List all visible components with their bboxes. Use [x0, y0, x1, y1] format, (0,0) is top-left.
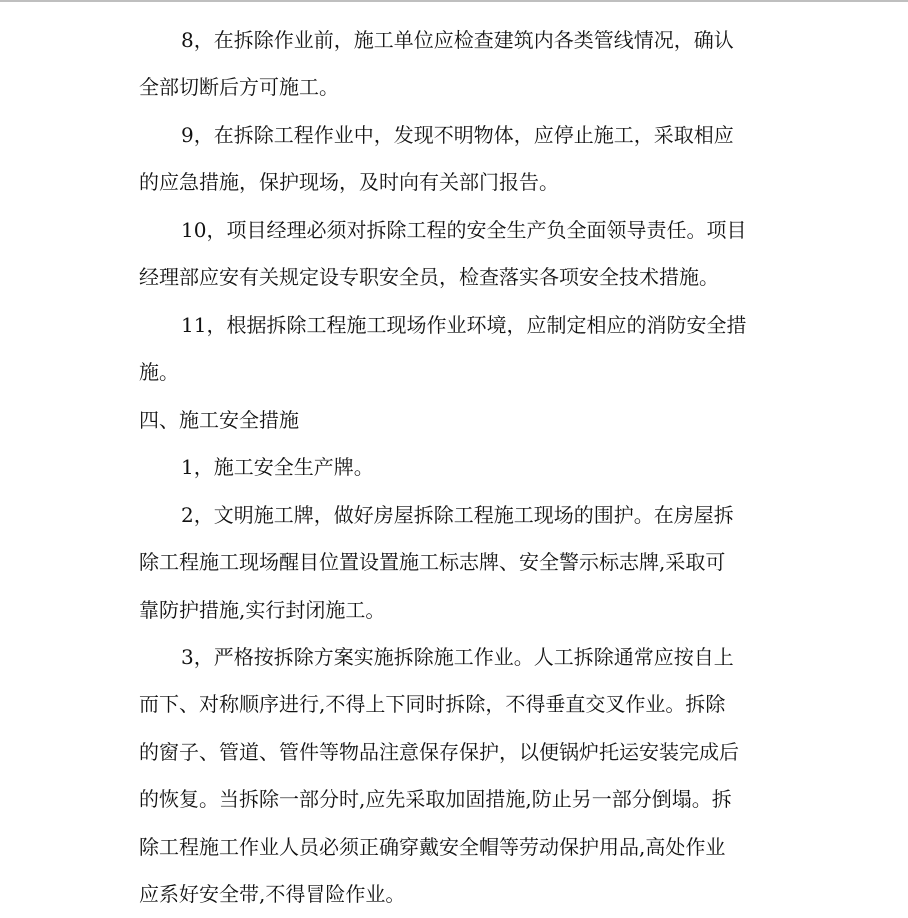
- text-line: 2，文明施工牌，做好房屋拆除工程施工现场的围护。在房屋拆: [181, 503, 734, 527]
- text-line: 施。: [139, 360, 179, 385]
- section-heading: [139, 397, 779, 444]
- text-line: 而下、对称顺序进行,不得上下同时拆除，不得垂直交叉作业。拆除: [139, 692, 726, 717]
- text-line: 靠防护措施,实行封闭施工。: [139, 597, 386, 622]
- paragraph-item-11: [139, 302, 779, 397]
- text-line: 1，施工安全生产牌。: [181, 455, 374, 479]
- text-line: 的窗子、管道、管件等物品注意保存保护，以便锅炉托运安装完成后: [139, 739, 739, 764]
- paragraph-measure-3: [139, 634, 779, 918]
- text-line: 的应急措施，保护现场，及时向有关部门报告。: [139, 170, 559, 195]
- text-line: 9，在拆除工程作业中，发现不明物体，应停止施工，采取相应: [181, 123, 734, 147]
- paragraph-measure-1: [139, 444, 779, 491]
- text-line: 除工程施工现场醒目位置设置施工标志牌、安全警示标志牌,采取可: [139, 550, 726, 575]
- text-line: 除工程施工作业人员必须正确穿戴安全帽等劳动保护用品,高处作业: [139, 834, 726, 859]
- text-line: 的恢复。当拆除一部分时,应先采取加固措施,防止另一部分倒塌。拆: [139, 787, 732, 812]
- text-line: 10，项目经理必须对拆除工程的安全生产负全面领导责任。项目: [181, 218, 747, 242]
- text-line: 3，严格按拆除方案实施拆除施工作业。人工拆除通常应按自上: [181, 645, 734, 669]
- section-title: 四、施工安全措施: [139, 408, 299, 432]
- text-line: 8，在拆除作业前，施工单位应检查建筑内各类管线情况，确认: [181, 28, 734, 52]
- paragraph-item-9: [139, 112, 779, 207]
- paragraph-item-8: [139, 17, 779, 112]
- text-line: 经理部应安有关规定设专职安全员，检查落实各项安全技术措施。: [139, 265, 719, 290]
- text-line: 全部切断后方可施工。: [139, 75, 339, 100]
- text-line: 11，根据拆除工程施工现场作业环境，应制定相应的消防安全措: [181, 313, 747, 337]
- paragraph-measure-2: [139, 492, 779, 634]
- text-line: 应系好安全带,不得冒险作业。: [139, 881, 406, 906]
- paragraph-item-10: [139, 207, 779, 302]
